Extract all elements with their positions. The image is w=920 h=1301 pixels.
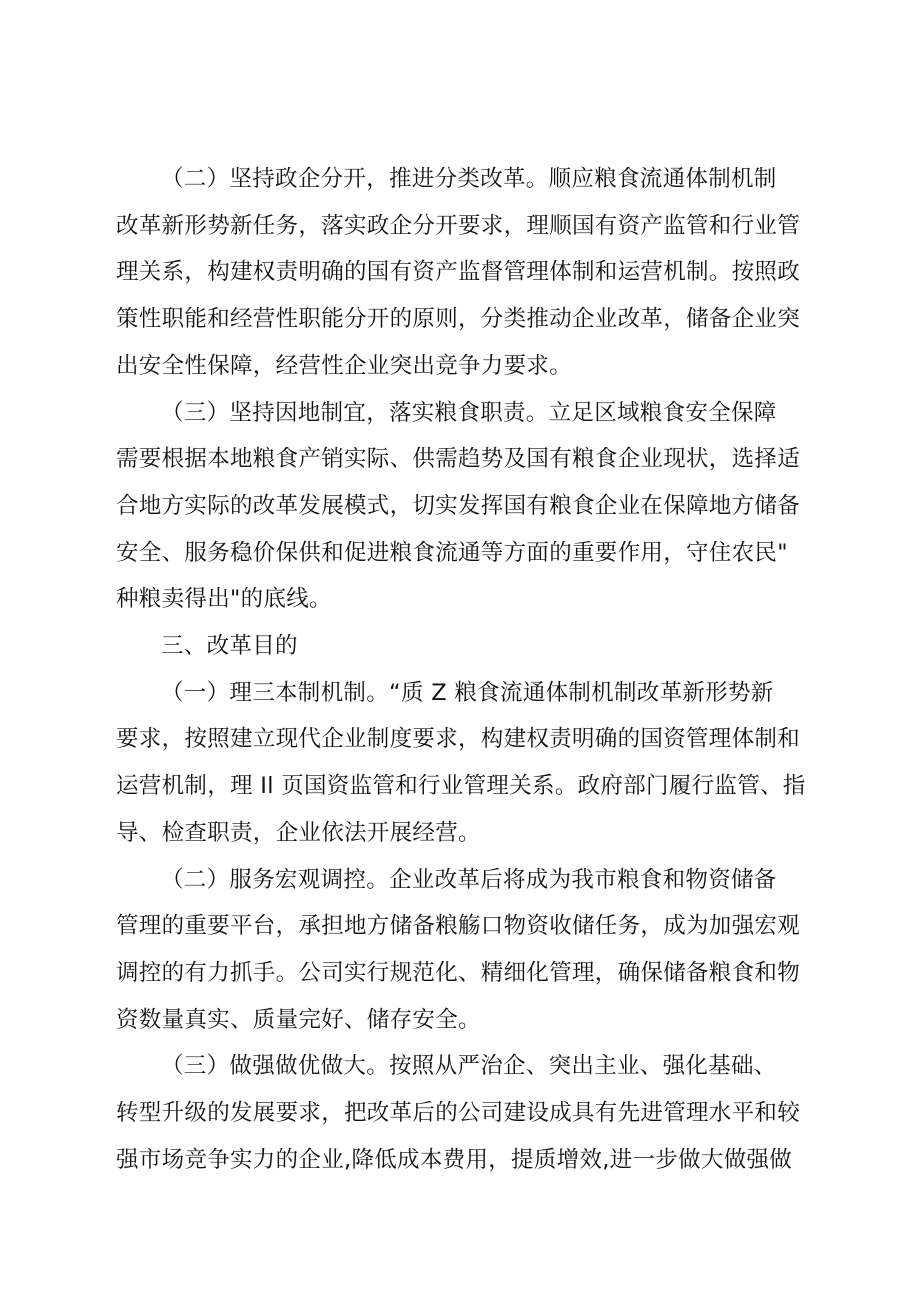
- text-line: 理关系，构建权责明确的国有资产监督管理体制和运营机制。按照政: [116, 259, 801, 286]
- text-line: （三）坚持因地制宜，落实粮食职责。立足区域粮食安全保障: [161, 399, 777, 426]
- paragraph-macro-control: [116, 857, 810, 1044]
- text-line: 转型升级的发展要求，把改革后的公司建设成具有先进管理水平和较: [116, 1100, 801, 1127]
- paragraph-separation-of-government-and-enterprise: [116, 156, 810, 390]
- paragraph-stronger-better-bigger: [116, 1043, 810, 1183]
- text-line: （一）理三本制机制。“质 Z 粮食流通体制机制改革新形势新: [161, 679, 774, 706]
- text-line: 改革新形势新任务，落实政企分开要求，理顺国有资产监管和行业管: [116, 212, 801, 239]
- text-line: 安全、服务稳价保供和促进粮食流通等方面的重要作用，守住农民": [116, 539, 788, 566]
- text-line: （二）服务宏观调控。企业改革后将成为我市粮食和物资储备: [161, 866, 777, 893]
- text-line: 策性职能和经营性职能分开的原则，分类推动企业改革，储备企业突: [116, 306, 801, 333]
- section-heading-text: 三、改革目的: [161, 633, 298, 660]
- text-line: 资数量真实、质量完好、储存安全。: [116, 1006, 481, 1033]
- text-line: 调控的有力抓手。公司实行规范化、精细化管理，确保储备粮食和物: [116, 959, 801, 986]
- text-line: 需要根据本地粮食产销实际、供需趋势及国有粮食企业现状，选择适: [116, 446, 801, 473]
- text-line: （二）坚持政企分开，推进分类改革。顺应粮食流通体制机制: [161, 166, 777, 192]
- text-line: 导、检查职责，企业依法开展经营。: [116, 819, 481, 846]
- document-body: [116, 156, 810, 1183]
- text-line: 强市场竞争实力的企业,降低成本费用，提质增效,进一步做大做强做: [116, 1146, 793, 1173]
- text-line: 种粮卖得出"的底线。: [116, 586, 332, 613]
- text-line: 运营机制，理 Il 页国资监管和行业管理关系。政府部门履行监管、指: [116, 773, 806, 800]
- text-line: 合地方实际的改革发展模式，切实发挥国有粮食企业在保障地方储备: [116, 492, 801, 519]
- paragraph-local-conditions: [116, 390, 810, 624]
- paragraph-system-mechanism: [116, 670, 810, 857]
- text-line: （三）做强做优做大。按照从严治企、突出主业、强化基础、: [161, 1053, 777, 1080]
- text-line: 要求，按照建立现代企业制度要求，构建权责明确的国资管理体制和: [116, 726, 801, 753]
- text-line: 管理的重要平台，承担地方储备粮觞口物资收储任务，成为加强宏观: [116, 913, 801, 940]
- section-heading-reform-purpose: [116, 623, 810, 670]
- text-line: 出安全性保障，经营性企业突出竞争力要求。: [116, 352, 573, 379]
